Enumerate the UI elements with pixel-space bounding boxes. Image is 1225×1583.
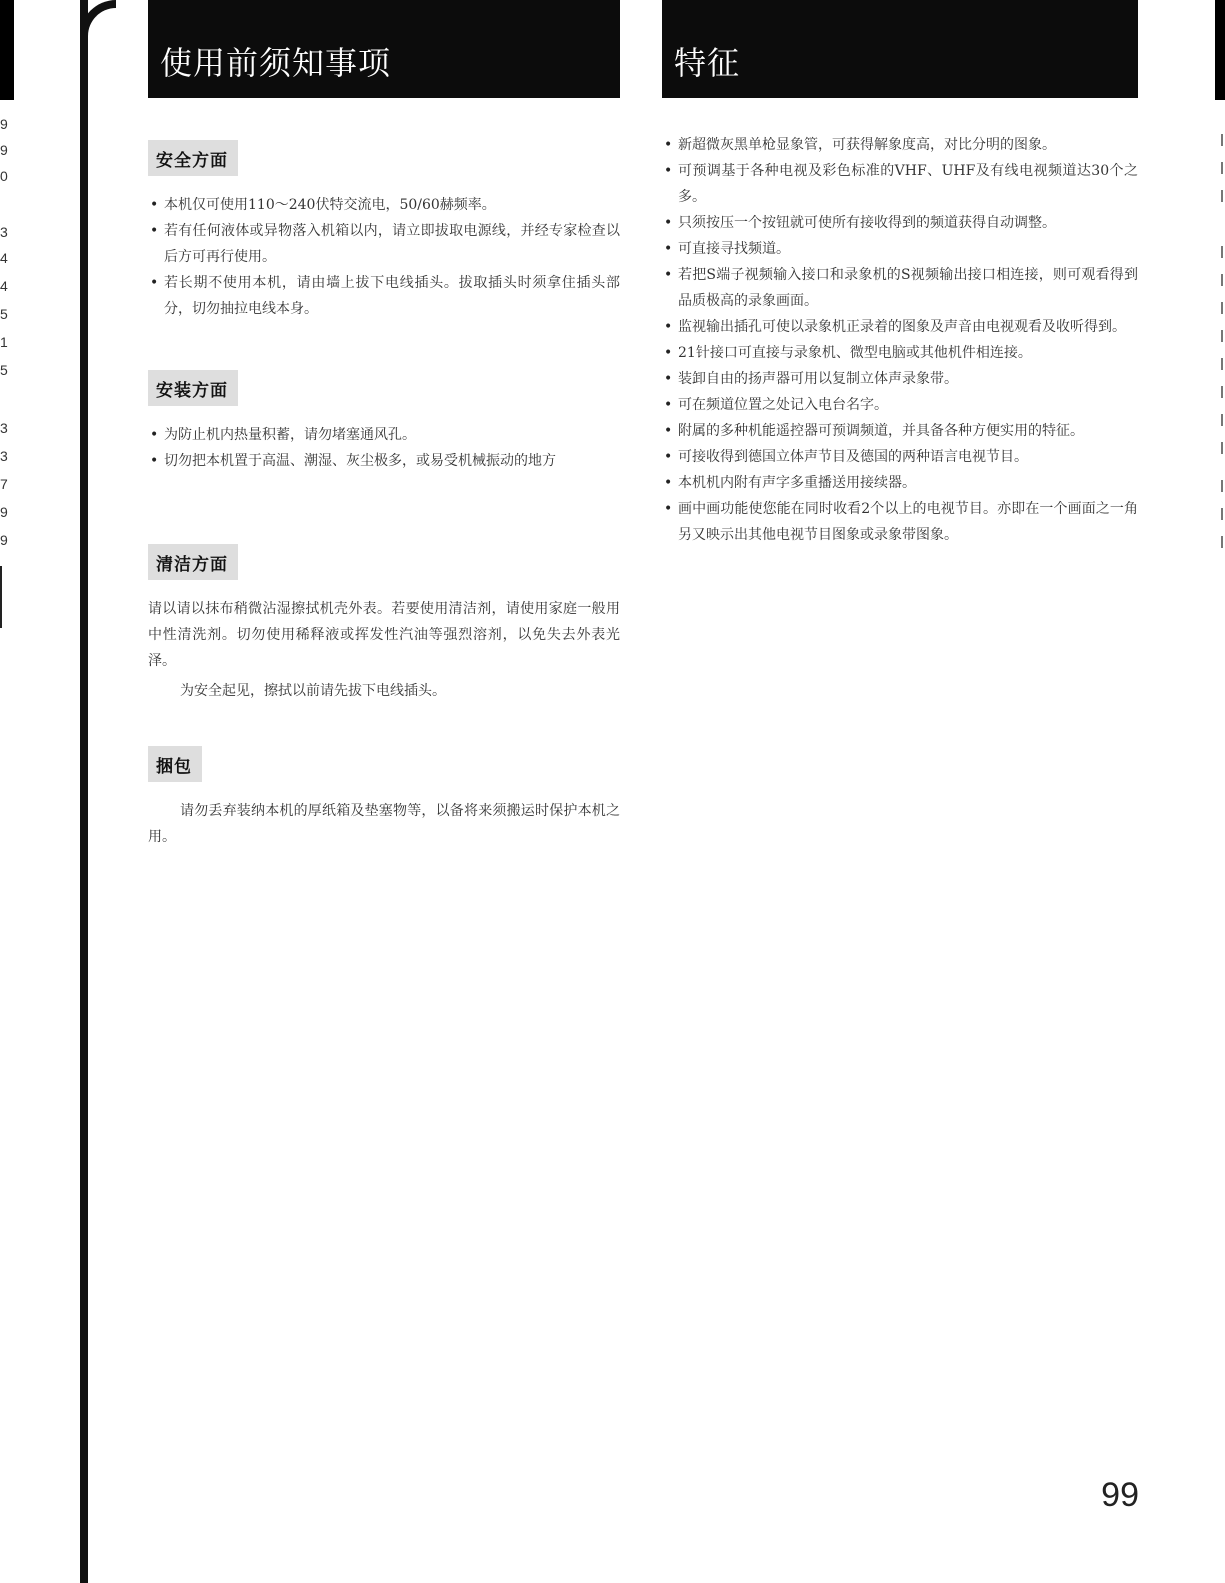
precautions-title: 使用前须知事项 (160, 44, 392, 82)
page-spine (72, 0, 116, 1583)
features-banner (662, 0, 1138, 98)
edge-number: 3 (0, 224, 8, 240)
cleaning-paragraph: 请以请以抹布稍微沾湿擦拭机壳外表。若要使用清洁剂，请使用家庭一般用中性清洗剂。切勿使用稀释液或挥发性汽油等强烈溶剂，以免失去外表光泽。 (148, 601, 620, 669)
list-item: • 本机机内附有声字多重播送用接续器。 (662, 470, 1138, 496)
list-item: • 附属的多种机能遥控器可预调频道，并具备各种方便实用的特征。 (662, 418, 1138, 444)
edge-number: 9 (0, 532, 8, 548)
installation-heading: 安装方面 (148, 370, 238, 406)
list-item: • 可预调基于各种电视及彩色标准的VHF、UHF及有线电视频道达30个之多。 (662, 158, 1138, 210)
list-item: • 可直接寻找频道。 (662, 236, 1138, 262)
list-item: • 本机仅可使用110～240伏特交流电，50/60赫频率。 (148, 192, 620, 218)
page-number: 99 (1101, 1476, 1139, 1514)
features-column (662, 0, 1138, 548)
safety-list (148, 192, 620, 322)
features-list (662, 132, 1138, 548)
list-item: • 可接收得到德国立体声节目及德国的两种语言电视节目。 (662, 444, 1138, 470)
installation-list (148, 422, 620, 474)
safety-section (148, 140, 620, 322)
edge-number: 9 (0, 142, 8, 158)
list-item: • 新超微灰黑单枪显象管，可获得解象度高，对比分明的图象。 (662, 132, 1138, 158)
list-item: • 监视输出插孔可使以录象机正录着的图象及声音由电视观看及收听得到。 (662, 314, 1138, 340)
safety-heading: 安全方面 (148, 140, 238, 176)
list-item: • 可在频道位置之处记入电台名字。 (662, 392, 1138, 418)
right-edge-marks (1215, 0, 1225, 1583)
list-item: • 装卸自由的扬声器可用以复制立体声录象带。 (662, 366, 1138, 392)
edge-number: 5 (0, 306, 8, 322)
list-item: • 若长期不使用本机，请由墙上拔下电线插头。拔取插头时须拿住插头部分，切勿抽拉电线本身。 (148, 270, 620, 322)
edge-number: 4 (0, 278, 8, 294)
precautions-column (148, 0, 620, 845)
list-item: • 若把S端子视频输入接口和录象机的S视频输出接口相连接，则可观看得到品质极高的录象画面。 (662, 262, 1138, 314)
edge-number: 1 (0, 334, 8, 350)
edge-number: 3 (0, 448, 8, 464)
edge-number: 9 (0, 504, 8, 520)
binding-edge-mark (0, 0, 14, 100)
edge-number: 3 (0, 420, 8, 436)
binding-rule (0, 566, 2, 628)
cleaning-section (148, 544, 620, 704)
edge-number: 7 (0, 476, 8, 492)
edge-number: 5 (0, 362, 8, 378)
features-title: 特征 (674, 44, 741, 82)
edge-number: 4 (0, 250, 8, 266)
list-item: • 画中画功能使您能在同时收看2个以上的电视节目。亦即在一个画面之一角另又映示出其他电视节目图象或录象带图象。 (662, 496, 1138, 548)
cleaning-heading: 清洁方面 (148, 544, 238, 580)
packing-section (148, 746, 620, 850)
list-item: • 切勿把本机置于高温、潮湿、灰尘极多，或易受机械振动的地方 (148, 448, 620, 474)
packing-paragraph: 请勿丢弃装纳本机的厚纸箱及垫塞物等，以备将来须搬运时保护本机之用。 (148, 803, 620, 845)
list-item: • 21针接口可直接与录象机、微型电脑或其他机件相连接。 (662, 340, 1138, 366)
packing-heading: 捆包 (148, 746, 202, 782)
list-item: • 为防止机内热量积蓄，请勿堵塞通风孔。 (148, 422, 620, 448)
list-item: • 只须按压一个按钮就可使所有接收得到的频道获得自动调整。 (662, 210, 1138, 236)
installation-section (148, 370, 620, 474)
cleaning-note: 为安全起见，擦拭以前请先拔下电线插头。 (180, 683, 446, 699)
edge-number: 0 (0, 168, 8, 184)
list-item: • 若有任何液体或异物落入机箱以内，请立即拔取电源线，并经专家检查以后方可再行使用。 (148, 218, 620, 270)
edge-number: 9 (0, 116, 8, 132)
precautions-banner (148, 0, 620, 98)
